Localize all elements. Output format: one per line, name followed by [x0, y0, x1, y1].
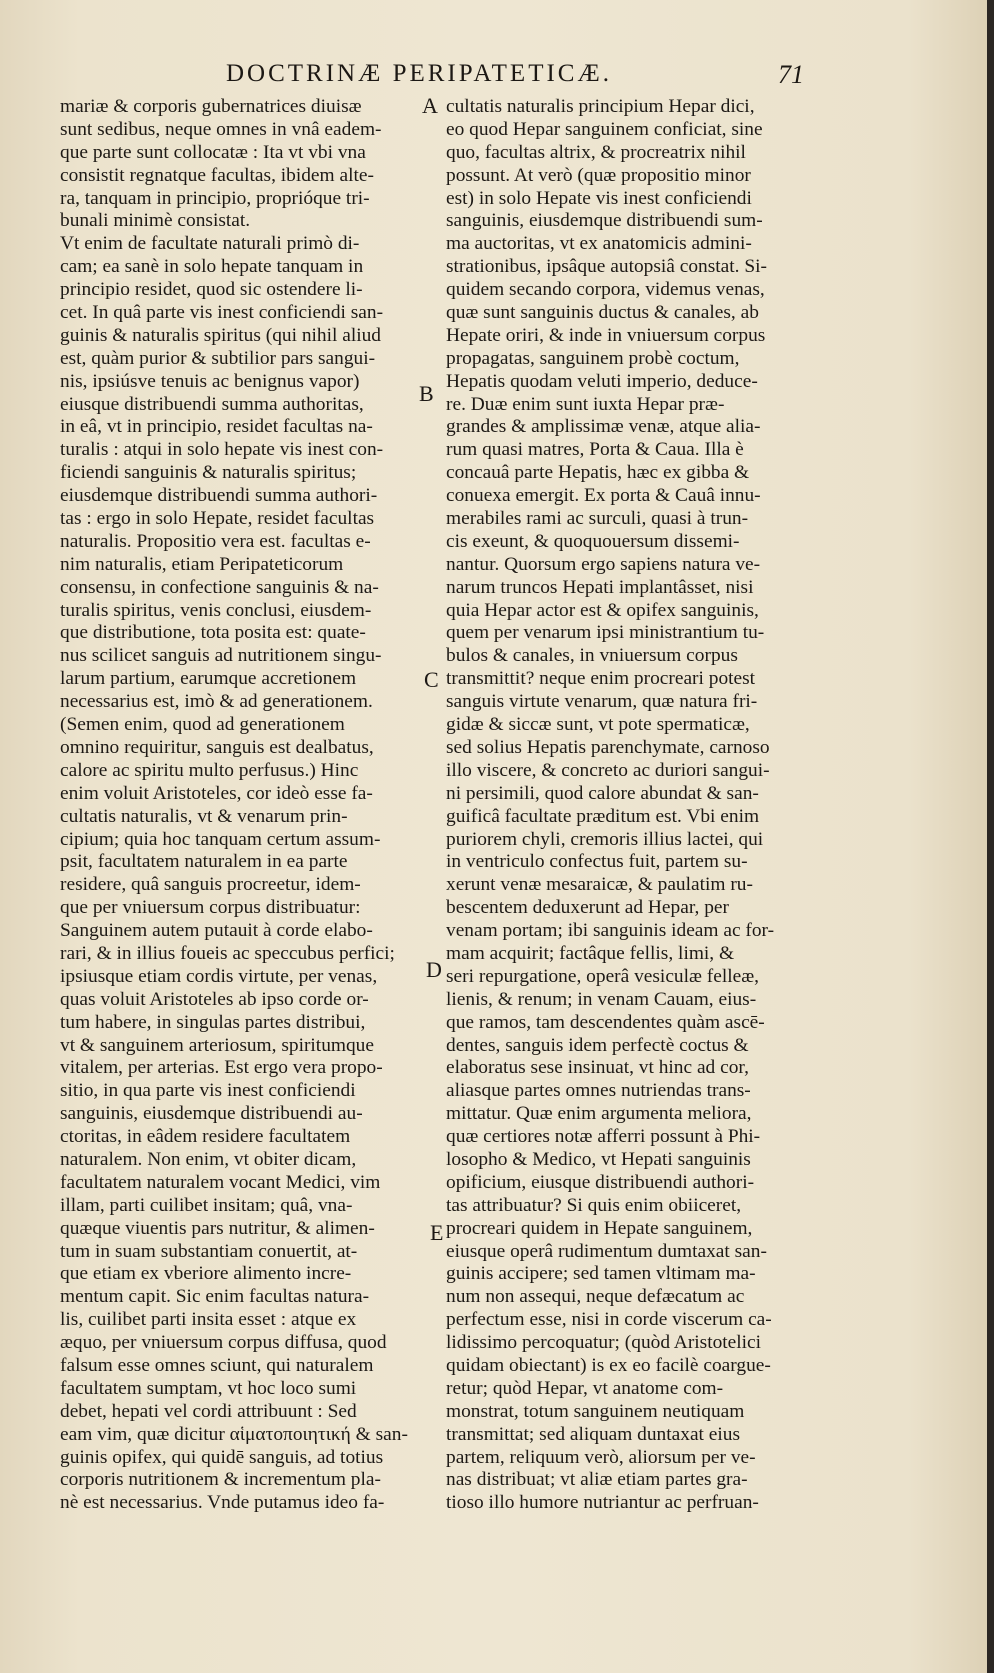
- text-line: quas voluit Aristoteles ab ipso corde or-: [60, 988, 369, 1010]
- text-line: monstrat, totum sanguinem neutiquam: [446, 1400, 745, 1422]
- text-line: mentum capit. Sic enim facultas natura-: [60, 1286, 370, 1308]
- text-line: eiusque distribuendi summa authoritas,: [60, 393, 364, 415]
- text-line: elaboratus sese insinuat, vt hinc ad cor,: [446, 1057, 749, 1079]
- text-line: quæ certiores notæ afferri possunt à Phi-: [446, 1126, 761, 1148]
- text-line: Hepate oriri, & inde in vniuersum corpus: [446, 324, 766, 346]
- text-line: cet. In quâ parte vis inest conficiendi san-: [60, 302, 384, 324]
- text-line: sanguinis, eiusdemque distribuendi sum-: [446, 210, 763, 232]
- text-line: residere, quâ sanguis procreetur, idem-: [60, 874, 361, 896]
- text-line: psit, facultatem naturalem in ea parte: [60, 851, 348, 873]
- text-line: losopho & Medico, vt Hepati sanguinis: [446, 1148, 751, 1170]
- text-line: possunt. At verò (quæ propositio minor: [446, 164, 751, 186]
- text-line: ipsiusque etiam cordis virtute, per venas,: [60, 965, 378, 987]
- text-line: guinis opifex, qui quidē sanguis, ad totius: [60, 1446, 384, 1468]
- text-line: cam; ea sanè in solo hepate tanquam in: [60, 256, 364, 278]
- text-line: que per vniuersum corpus distribuatur:: [60, 897, 361, 919]
- text-line: seri repurgatione, operâ vesiculæ felleæ,: [446, 965, 760, 987]
- text-line: vt & sanguinem arteriosum, spiritumque: [60, 1034, 374, 1056]
- text-line: nus scilicet sanguis ad nutritionem singu-: [60, 645, 382, 667]
- text-line: nè est necessarius. Vnde putamus ideo fa-: [60, 1492, 385, 1514]
- text-line: propagatas, sanguinem probè coctum,: [446, 347, 740, 369]
- text-line: nim naturalis, etiam Peripateticorum: [60, 553, 344, 575]
- text-line: larum partium, earumque accretionem: [60, 668, 357, 690]
- running-title: DOCTRINÆ PERIPATETICÆ.: [226, 60, 612, 87]
- text-line: que distributione, tota posita est: quate-: [60, 622, 366, 644]
- text-line: perfectum esse, nisi in corde viscerum ca-: [446, 1309, 772, 1331]
- text-line: in eâ, vt in principio, residet facultas na-: [60, 416, 373, 438]
- text-line: bulos & canales, in vniuersum corpus: [446, 645, 738, 667]
- text-line: consistit regnatque facultas, ibidem alte-: [60, 164, 374, 186]
- text-line: tum in suam substantiam conuertit, at-: [60, 1240, 358, 1262]
- text-line: tas : ergo in solo Hepate, residet facultas: [60, 508, 375, 530]
- margin-marker-d: D: [426, 957, 442, 982]
- text-line: nantur. Quorsum ergo sapiens natura ve-: [446, 553, 761, 575]
- text-line: quia Hepar actor est & opifex sanguinis,: [446, 599, 759, 621]
- text-line: quæque viuentis pars nutritur, & alimen-: [60, 1217, 375, 1239]
- margin-marker-a: A: [422, 93, 438, 118]
- margin-marker-b: B: [419, 381, 434, 406]
- text-line: est, quàm purior & subtilior pars sangui-: [60, 347, 376, 369]
- text-line: vitalem, per arterias. Est ergo vera propo-: [60, 1057, 383, 1079]
- text-line: nas distribuat; vt aliæ etiam partes gra-: [446, 1469, 748, 1491]
- text-line: quidam obiectant) is ex eo facilè coargue-: [446, 1354, 771, 1376]
- text-line: concauâ parte Hepatis, hæc ex gibba &: [446, 462, 750, 484]
- text-line: lienis, & renum; in venam Cauam, eius-: [446, 988, 757, 1010]
- text-line: cultatis naturalis principium Hepar dici,: [446, 96, 755, 117]
- text-line: quem per venarum ipsi ministrantium tu-: [446, 622, 765, 644]
- text-line: naturalem. Non enim, vt obiter dicam,: [60, 1148, 357, 1170]
- left-text-column: [60, 96, 432, 1515]
- text-line: rari, & in illius foueis ac speccubus perfici;: [60, 942, 395, 964]
- text-line: guinis & naturalis spiritus (qui nihil aliud: [60, 324, 382, 346]
- text-line: ra, tanquam in principio, proprióque tri-: [60, 187, 370, 209]
- text-line: ni persimili, quod calore abundat & san-: [446, 782, 759, 804]
- text-line: ma auctoritas, vt ex anatomicis admini-: [446, 233, 752, 255]
- page-edge: [987, 0, 994, 1673]
- text-line: tas attribuatur? Si quis enim obiiceret,: [446, 1194, 742, 1216]
- text-line: ficiendi sanguinis & naturalis spiritus;: [60, 462, 357, 484]
- text-line: guificâ facultate præditum est. Vbi enim: [446, 805, 760, 827]
- text-line: Sanguinem autem putauit à corde elabo-: [60, 920, 373, 942]
- text-line: sanguinis, eiusdemque distribuendi au-: [60, 1103, 363, 1125]
- text-line: merabiles rami ac surculi, quasi à trun-: [446, 508, 749, 530]
- text-line: falsum esse omnes sciunt, qui naturalem: [60, 1354, 374, 1376]
- text-line: que parte sunt collocatæ : Ita vt vbi vna: [60, 141, 366, 163]
- text-line: tum habere, in singulas partes distribui,: [60, 1011, 366, 1033]
- text-line: quo, facultas altrix, & procreatrix nihil: [446, 141, 746, 163]
- text-line: opificium, eiusque distribuendi authori-: [446, 1171, 755, 1193]
- text-line: cis exeunt, & quoquouersum dissemi-: [446, 530, 740, 552]
- text-line: conuexa emergit. Ex porta & Cauâ innu-: [446, 485, 761, 507]
- text-line: debet, hepati vel cordi attribuunt : Sed: [60, 1400, 357, 1422]
- text-line: calore ac spiritu multo perfusus.) Hinc: [60, 759, 359, 781]
- text-line: lis, cuilibet parti insita esset : atque ex: [60, 1309, 357, 1331]
- text-line: re. Duæ enim sunt iuxta Hepar præ-: [446, 393, 725, 415]
- margin-marker-e: E: [430, 1220, 444, 1245]
- text-line: omnino requiritur, sanguis est dealbatus,: [60, 736, 374, 758]
- text-line: illam, parti cuilibet insitam; quâ, vna-: [60, 1194, 353, 1216]
- text-line: dentes, sanguis idem perfectè coctus &: [446, 1034, 749, 1056]
- text-line: in ventriculo confectus fuit, partem su-: [446, 851, 748, 873]
- text-line: eiusque operâ rudimentum dumtaxat san-: [446, 1240, 767, 1262]
- text-line: venam portam; ibi sanguinis ideam ac for-: [446, 920, 775, 942]
- text-line: que ramos, tam descendentes quàm ascē-: [446, 1011, 765, 1033]
- text-line: eam vim, quæ dicitur αἱματοποιητική & san-: [60, 1423, 408, 1445]
- text-line: quidem secando corpora, videmus venas,: [446, 279, 765, 301]
- text-line: cipium; quia hoc tanquam certum assum-: [60, 828, 381, 850]
- text-line: mariæ & corporis gubernatrices diuisæ: [60, 96, 362, 117]
- text-line: cultatis naturalis, vt & venarum prin-: [60, 805, 348, 827]
- text-line: guinis accipere; sed tamen vltimam ma-: [446, 1263, 756, 1285]
- text-line: nis, ipsiúsve tenuis ac benignus vapor): [60, 370, 360, 392]
- text-line: transmittat; sed aliquam duntaxat eius: [446, 1423, 741, 1445]
- text-line: facultatem naturalem vocant Medici, vim: [60, 1171, 381, 1193]
- text-line: sunt sedibus, neque omnes in vnâ eadem-: [60, 118, 382, 140]
- text-line: xerunt venæ mesaraicæ, & paulatim ru-: [446, 874, 753, 896]
- text-line: mam acquirit; factâque fellis, limi, &: [446, 942, 735, 964]
- text-line: ctoritas, in eâdem residere facultatem: [60, 1126, 351, 1148]
- text-line: grandes & amplissimæ venæ, atque alia-: [446, 416, 761, 438]
- text-line: principio residet, quod sic ostendere li-: [60, 279, 363, 301]
- text-line: corporis nutritionem & incrementum pla-: [60, 1469, 381, 1491]
- text-line: turalis : atqui in solo hepate vis inest con-: [60, 439, 384, 461]
- text-line: Hepatis quodam veluti imperio, deduce-: [446, 370, 758, 392]
- text-line: naturalis. Propositio vera est. facultas e-: [60, 530, 371, 552]
- text-line: rum quasi matres, Porta & Caua. Illa è: [446, 439, 744, 461]
- text-line: retur; quòd Hepar, vt anatome com-: [446, 1377, 724, 1399]
- text-line: strationibus, ipsâque autopsiâ constat. Si-: [446, 256, 767, 278]
- text-line: gidæ & siccæ sunt, vt pote spermaticæ,: [446, 714, 750, 736]
- right-text-column: [446, 96, 818, 1515]
- text-line: est) in solo Hepate vis inest conficiendi: [446, 187, 752, 209]
- text-line: lidissimo percoquatur; (quòd Aristotelici: [446, 1332, 762, 1354]
- text-line: facultatem sumptam, vt hoc loco sumi: [60, 1377, 357, 1399]
- text-line: quæ sunt sanguinis ductus & canales, ab: [446, 302, 759, 324]
- text-line: eo quod Hepar sanguinem conficiat, sine: [446, 118, 763, 140]
- text-line: eiusdemque distribuendi summa authori-: [60, 485, 378, 507]
- text-line: transmittit? neque enim procreari potest: [446, 668, 756, 690]
- text-line: bunali minimè consistat.: [60, 210, 251, 232]
- text-line: sed solius Hepatis parenchymate, carnoso: [446, 736, 770, 758]
- page-header: [0, 60, 987, 96]
- text-line: mittatur. Quæ enim argumenta meliora,: [446, 1103, 752, 1125]
- text-line: Vt enim de facultate naturali primò di-: [60, 233, 360, 255]
- text-line: partem, reliquum verò, aliorsum per ve-: [446, 1446, 756, 1468]
- text-line: bescentem deduxerunt ad Hepar, per: [446, 897, 729, 919]
- text-line: sitio, in qua parte vis inest conficiendi: [60, 1080, 356, 1102]
- text-line: puriorem chyli, cremoris illius lactei, qui: [446, 828, 764, 850]
- text-line: turalis spiritus, venis conclusi, eiusdem-: [60, 599, 372, 621]
- text-line: sanguis virtute venarum, quæ natura fri-: [446, 691, 758, 713]
- text-line: narum truncos Hepati implantâsset, nisi: [446, 576, 754, 598]
- text-line: æquo, per vniuersum corpus diffusa, quod: [60, 1332, 387, 1354]
- text-line: tioso illo humore nutriantur ac perfruan-: [446, 1492, 759, 1514]
- text-line: enim voluit Aristoteles, cor ideò esse fa-: [60, 782, 373, 804]
- text-line: (Semen enim, quod ad generationem: [60, 714, 345, 736]
- page-number: 71: [778, 60, 804, 89]
- text-line: illo viscere, & concreto ac duriori sangui-: [446, 759, 770, 781]
- text-line: aliasque partes omnes nutriendas trans-: [446, 1080, 751, 1102]
- text-line: consensu, in confectione sanguinis & na-: [60, 576, 379, 598]
- text-line: que etiam ex vberiore alimento incre-: [60, 1263, 352, 1285]
- text-line: procreari quidem in Hepate sanguinem,: [446, 1217, 753, 1239]
- text-line: necessarius est, imò & ad generationem.: [60, 691, 373, 713]
- margin-marker-c: C: [424, 667, 439, 692]
- text-line: num non assequi, neque defæcatum ac: [446, 1286, 745, 1308]
